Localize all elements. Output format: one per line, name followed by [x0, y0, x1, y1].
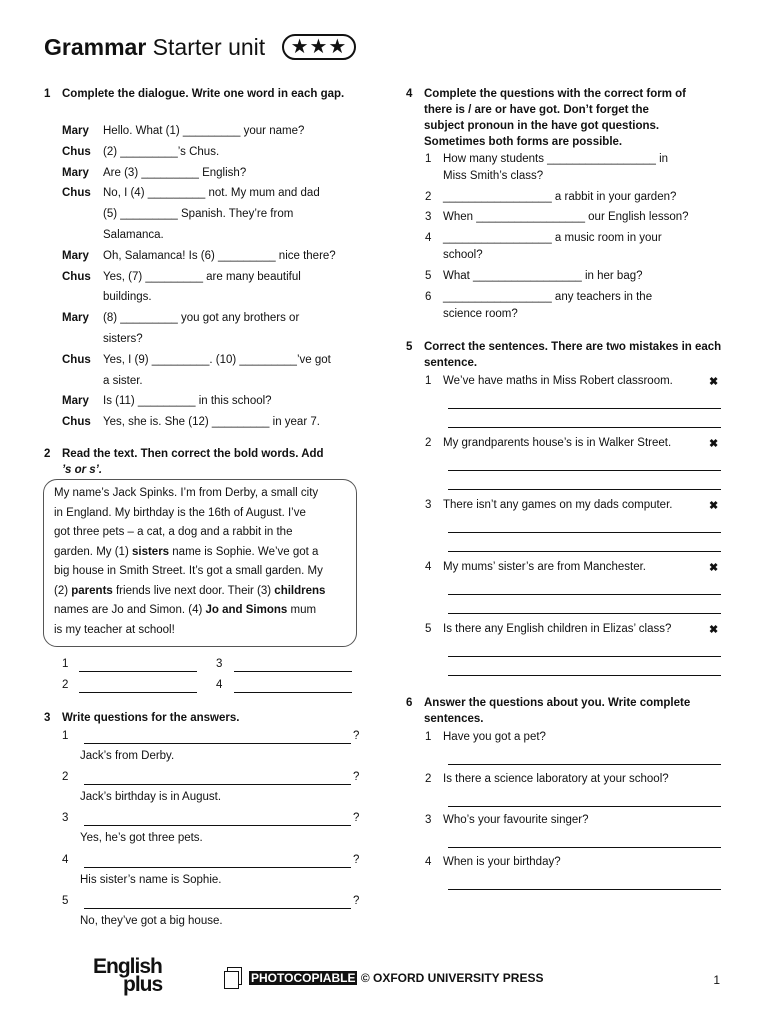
ex5-sentence: We’ve have maths in Miss Robert classroom.: [443, 375, 673, 387]
ex4-question-text-cont: science room?: [443, 308, 518, 320]
ex6-answer-line[interactable]: [448, 806, 721, 807]
dialogue-line: [62, 142, 336, 163]
ex3-question-line[interactable]: [84, 743, 351, 744]
ex3-answer-text: Jack’s birthday is in August.: [80, 791, 222, 804]
question-mark: ?: [353, 771, 360, 784]
reading-text: mum: [287, 604, 317, 616]
question-mark: ?: [353, 730, 360, 742]
ex4-question-text-cont: school?: [443, 249, 483, 261]
ex5-correction-line[interactable]: [448, 675, 721, 676]
ex2-instruction-text: Read the text. Then correct the bold words. Add: [62, 448, 324, 460]
reading-text: garden. My (1): [54, 545, 132, 558]
dialogue-text: Yes, I (9) _________. (10) _________’ve got: [103, 353, 331, 366]
dialogue-line: [62, 287, 336, 308]
ex3-item-number: 2: [62, 771, 69, 784]
ex5-correction-line[interactable]: [448, 470, 721, 471]
ex6-instruction: [406, 695, 726, 727]
wrong-mark-icon: ✖: [709, 376, 719, 388]
reading-text: got three pets – a cat, a dog and a rabbit in the: [54, 526, 293, 538]
ex4-item-number: 1: [425, 153, 432, 165]
ex4-item-number: 6: [425, 291, 432, 303]
ex3-number: 3: [44, 712, 51, 724]
wrong-mark-icon: ✖: [709, 562, 719, 574]
ex5-correction-line[interactable]: [448, 594, 721, 595]
ex5-item-number: 4: [425, 561, 432, 573]
ex2-answer-number: 4: [216, 679, 223, 691]
ex5-sentence: Is there any English children in Elizas’ class?: [443, 623, 672, 635]
ex4-question-text[interactable]: When _________________ our English lesson?: [443, 211, 689, 223]
ex5-correction-line[interactable]: [448, 427, 721, 428]
ex3-question-line[interactable]: [84, 825, 351, 826]
ex3-instruction: [44, 710, 364, 726]
dialogue-text: Yes, she is. She (12) _________ in year 7.: [103, 416, 320, 429]
ex3-question-line[interactable]: [84, 908, 351, 909]
reading-text-line: [54, 523, 346, 543]
ex3-item-number: 4: [62, 853, 69, 866]
ex3-answer-text: His sister’s name is Sophie.: [80, 873, 222, 886]
dialogue-line: [62, 204, 336, 225]
dialogue-line: [62, 371, 336, 392]
ex3-instruction-text: Write questions for the answers.: [62, 712, 240, 724]
ex2-answer-number: 1: [62, 658, 69, 670]
ex4-question-text[interactable]: _________________ a rabbit in your garden?: [443, 191, 677, 203]
wrong-mark-icon: ✖: [709, 500, 719, 512]
question-mark: ?: [353, 812, 360, 825]
ex4-question-text[interactable]: _________________ a music room in your: [443, 232, 662, 244]
ex3-answer-text: No, they’ve got a big house.: [80, 914, 223, 927]
logo-line-2: plus: [123, 973, 163, 996]
dialogue-line: [62, 246, 336, 267]
ex2-answer-3[interactable]: [216, 658, 222, 670]
ex4-number: 4: [406, 88, 413, 100]
ex2-instruction-suffix: ’s or s’.: [62, 464, 103, 476]
ex5-instruction: [406, 339, 726, 371]
ex6-item-number: 1: [425, 731, 432, 743]
page-number: 1: [713, 973, 720, 987]
ex5-correction-line[interactable]: [448, 656, 721, 657]
ex3-item-number: 5: [62, 894, 69, 907]
ex4-question-text[interactable]: _________________ any teachers in the: [443, 291, 653, 303]
reading-text-line: [54, 543, 346, 563]
bold-word: sisters: [131, 545, 170, 558]
difficulty-stars-badge: ★★★: [282, 34, 357, 60]
dialogue-line: [62, 183, 336, 204]
dialogue-line: [62, 163, 336, 184]
speaker-name: Chus: [62, 270, 91, 283]
photocopy-icon: [227, 967, 242, 985]
speaker-name: Mary: [62, 125, 89, 137]
ex4-instruction-line: there is / are or have got. Don’t forget the: [424, 104, 649, 116]
ex3-question-line[interactable]: [84, 867, 351, 868]
dialogue-text: No, I (4) _________ not. My mum and dad: [103, 187, 320, 200]
speaker-name: Chus: [62, 145, 91, 158]
ex6-item-number: 4: [425, 855, 432, 868]
speaker-name: Mary: [62, 395, 89, 408]
ex3-question-line[interactable]: [84, 784, 351, 785]
title-bold: Grammar: [44, 34, 147, 60]
reading-text-line: [54, 582, 346, 602]
ex6-question: When is your birthday?: [443, 855, 561, 868]
dialogue-text: buildings.: [103, 291, 152, 304]
dialogue-text: a sister.: [103, 374, 143, 387]
ex3-item-number: 3: [62, 812, 69, 825]
reading-text-line: [54, 621, 346, 641]
dialogue-line: [62, 329, 336, 350]
reading-text-line: [54, 601, 346, 621]
reading-text-line: [54, 562, 346, 582]
ex2-answer-line[interactable]: [234, 692, 352, 693]
page-title: [44, 34, 356, 61]
ex4-item-number: 5: [425, 270, 432, 282]
wrong-mark-icon: ✖: [709, 438, 719, 450]
speaker-name: Mary: [62, 166, 89, 179]
reading-text: name is Sophie. We’ve got a: [169, 545, 319, 558]
dialogue-line: [62, 267, 336, 288]
ex6-answer-line[interactable]: [448, 847, 721, 848]
ex4-instruction: [406, 86, 726, 150]
dialogue-text: (2) _________’s Chus.: [103, 145, 220, 158]
ex6-question: Have you got a pet?: [443, 731, 546, 743]
ex2-answer-line[interactable]: [234, 671, 352, 672]
ex5-correction-line[interactable]: [448, 489, 721, 490]
dialogue-text: (8) _________ you got any brothers or: [103, 312, 300, 325]
reading-text: is my teacher at school!: [54, 623, 175, 636]
ex5-item-number: 2: [425, 437, 432, 449]
ex6-answer-line[interactable]: [448, 764, 721, 765]
ex1-instruction-text: Complete the dialogue. Write one word in each gap.: [62, 88, 345, 100]
ex2-answer-4[interactable]: [216, 679, 222, 691]
dialogue-text: Yes, (7) _________ are many beautiful: [103, 270, 301, 283]
ex4-question-text-cont: Miss Smith’s class?: [443, 170, 544, 182]
ex5-correction-line[interactable]: [448, 613, 721, 614]
speaker-name: Chus: [62, 187, 91, 200]
ex5-instruction-text: Correct the sentences. There are two mistakes in each sentence.: [424, 341, 722, 369]
title-rest: Starter unit: [152, 34, 266, 60]
speaker-name: Chus: [62, 416, 91, 429]
ex6-item-number: 2: [425, 772, 432, 785]
reading-text: in England. My birthday is the 16th of August. I’ve: [54, 506, 306, 519]
ex6-question: Who’s your favourite singer?: [443, 814, 589, 826]
ex4-item-number: 2: [425, 191, 432, 203]
ex2-answer-line[interactable]: [79, 692, 197, 693]
ex6-number: 6: [406, 697, 413, 709]
ex5-correction-line[interactable]: [448, 532, 721, 533]
dialogue-text: Hello. What (1) _________ your name?: [103, 125, 305, 137]
ex5-number: 5: [406, 341, 413, 353]
ex5-correction-line[interactable]: [448, 408, 721, 409]
ex5-item-number: 5: [425, 623, 432, 635]
ex6-instruction-text: Answer the questions about you. Write complete sentences.: [424, 697, 691, 725]
ex5-item-number: 3: [425, 499, 432, 511]
ex4-item-number: 4: [425, 232, 432, 244]
english-plus-logo: [93, 955, 163, 996]
ex1-number: 1: [44, 88, 51, 100]
dialogue-line: [62, 391, 336, 412]
dialogue-line: [62, 308, 336, 329]
reading-text: big house in Smith Street. It’s got a small garden. My: [54, 565, 323, 577]
speaker-name: Mary: [62, 249, 89, 262]
ex6-item-number: 3: [425, 814, 432, 826]
ex2-answer-1[interactable]: [62, 658, 68, 670]
ex5-sentence: There isn’t any games on my dads computer.: [443, 499, 673, 511]
ex4-instruction-line: subject pronoun in the have got questions.: [424, 120, 660, 132]
ex2-instruction: [44, 446, 364, 478]
ex1-instruction: [44, 86, 364, 102]
reading-text: My name’s Jack Spinks. I’m from Derby, a small city: [54, 487, 319, 499]
reading-text-line: [54, 484, 346, 504]
wrong-mark-icon: ✖: [709, 624, 719, 636]
ex5-item-number: 1: [425, 375, 432, 387]
ex4-instruction-line: Complete the questions with the correct form of: [424, 88, 686, 100]
ex3-item-number: 1: [62, 730, 69, 742]
reading-text: friends live next door. Their (3): [112, 584, 275, 597]
speaker-name: Chus: [62, 353, 91, 366]
dialogue-text: Are (3) _________ English?: [103, 166, 247, 179]
ex2-answer-2[interactable]: [62, 679, 68, 691]
ex6-answer-line[interactable]: [448, 889, 721, 890]
dialogue-line: [62, 350, 336, 371]
photocopiable-label: PHOTOCOPIABLE: [251, 971, 356, 985]
ex5-sentence: My grandparents house’s is in Walker Street.: [443, 437, 672, 449]
dialogue-text: Is (11) _________ in this school?: [103, 395, 272, 408]
ex3-answer-text: Jack’s from Derby.: [80, 750, 175, 762]
reading-text: names are Jo and Simon. (4): [54, 604, 206, 616]
ex4-item-number: 3: [425, 211, 432, 223]
photocopiable-notice: [227, 967, 543, 985]
bold-word: Jo and Simons: [205, 604, 288, 616]
ex2-answer-number: 2: [62, 679, 69, 691]
ex4-question-text[interactable]: What _________________ in her bag?: [443, 270, 643, 282]
ex4-instruction-line: Sometimes both forms are possible.: [424, 136, 623, 148]
dialogue-text: Salamanca.: [103, 228, 164, 241]
dialogue-line: [62, 121, 336, 142]
ex4-question-text[interactable]: How many students _________________ in: [443, 153, 669, 165]
dialogue-line: [62, 225, 336, 246]
bold-word: parents: [71, 584, 113, 597]
question-mark: ?: [353, 894, 360, 907]
bold-word: childrens: [274, 584, 326, 597]
speaker-name: Mary: [62, 312, 89, 325]
dialogue-text: Oh, Salamanca! Is (6) _________ nice there?: [103, 249, 336, 262]
ex2-number: 2: [44, 448, 51, 460]
dialogue-text: (5) _________ Spanish. They’re from: [103, 208, 294, 221]
publisher-label: © OXFORD UNIVERSITY PRESS: [360, 971, 544, 985]
reading-text-line: [54, 504, 346, 524]
logo-line-1: English: [93, 955, 162, 978]
ex2-reading-text-box: [43, 479, 357, 647]
ex3-answer-text: Yes, he’s got three pets.: [80, 832, 203, 845]
ex1-dialogue: [62, 121, 336, 433]
ex2-answer-line[interactable]: [79, 671, 197, 672]
reading-text: (2): [54, 584, 72, 597]
ex2-answer-number: 3: [216, 658, 223, 670]
ex6-question: Is there a science laboratory at your school?: [443, 772, 669, 785]
dialogue-text: sisters?: [103, 332, 143, 345]
question-mark: ?: [353, 853, 360, 866]
ex5-sentence: My mums’ sister’s are from Manchester.: [443, 561, 647, 573]
ex5-correction-line[interactable]: [448, 551, 721, 552]
dialogue-line: [62, 412, 336, 433]
